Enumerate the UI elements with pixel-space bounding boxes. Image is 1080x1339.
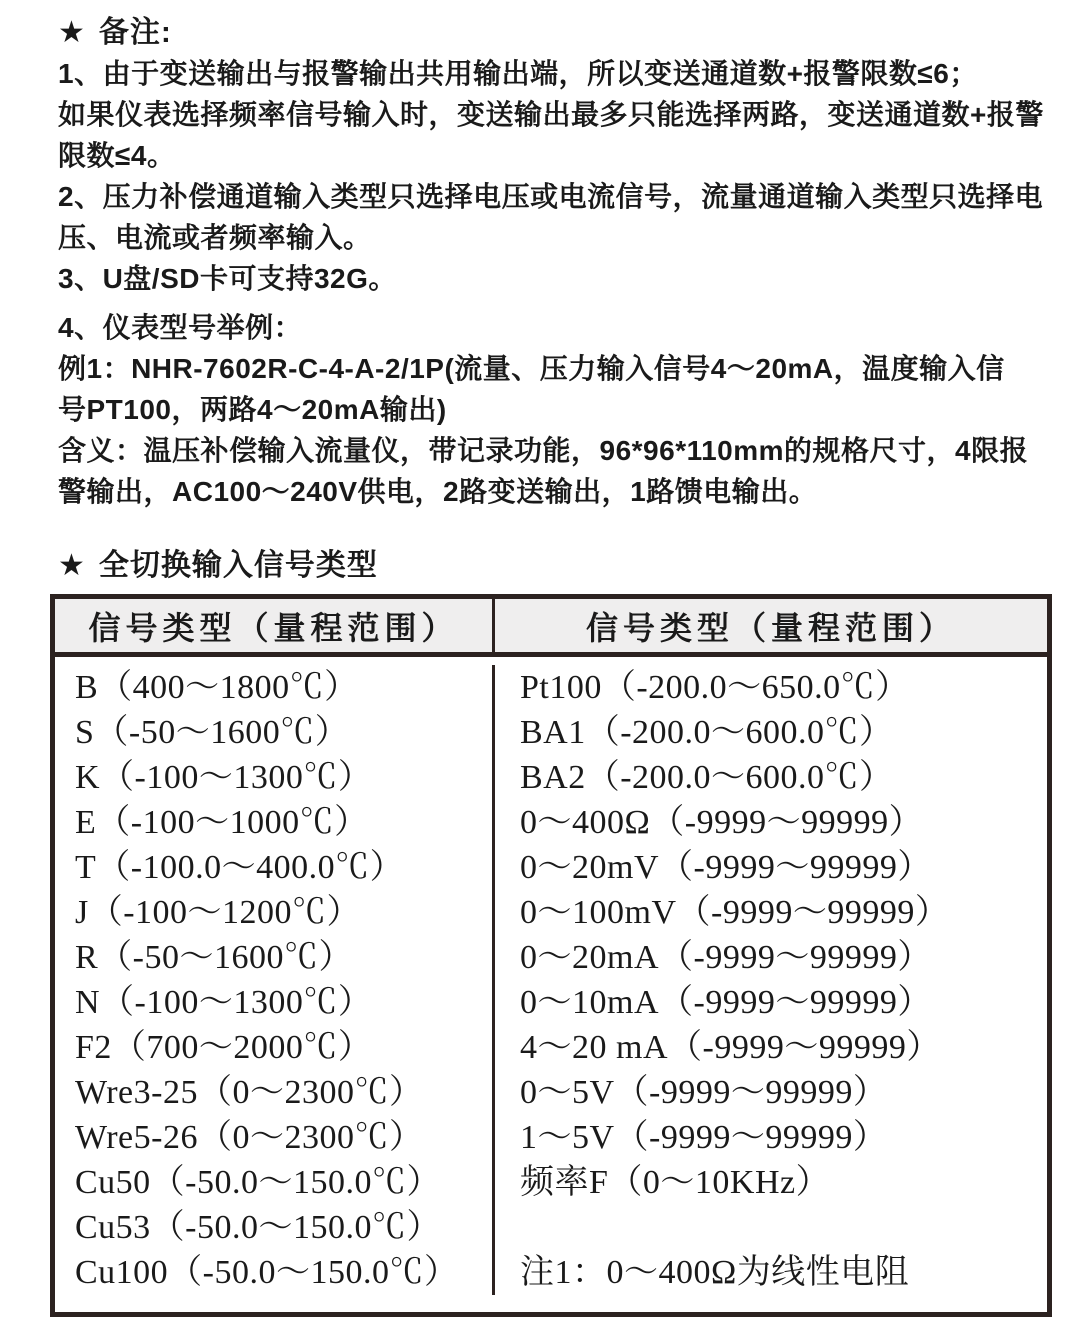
signal-entry: B（400～1800℃） — [75, 669, 359, 706]
signal-entry: Cu50（-50.0～150.0℃） — [75, 1164, 441, 1201]
signal-entry: Pt100（-200.0～650.0℃） — [520, 669, 910, 706]
remarks-section — [50, 12, 1052, 512]
signal-entry: 频率F（0～10KHz） — [520, 1164, 831, 1201]
remark-line: 限数≤4。 — [58, 140, 176, 171]
signal-entry: 0～20mV（-9999～99999） — [520, 849, 932, 886]
signal-entry: 0～20mA（-9999～99999） — [520, 939, 932, 976]
signal-entry: 4～20 mA（-9999～99999） — [520, 1029, 941, 1066]
signal-entry: K（-100～1300℃） — [75, 759, 373, 796]
signal-entry: 0～10mA（-9999～99999） — [520, 984, 932, 1021]
table-column-right — [495, 665, 1047, 1295]
table-header-row — [55, 599, 1047, 657]
remark-line: 2、压力补偿通道输入类型只选择电压或电流信号，流量通道输入类型只选择电 — [58, 181, 1044, 212]
signal-entry: BA1（-200.0～600.0℃） — [520, 714, 894, 751]
star-icon: ★ — [58, 549, 86, 582]
table-body — [55, 657, 1047, 1312]
signal-entry: T（-100.0～400.0℃） — [75, 849, 405, 886]
signal-entry: E（-100～1000℃） — [75, 804, 369, 841]
signal-entry: R（-50～1600℃） — [75, 939, 353, 976]
signal-entry: 0～100mV（-9999～99999） — [520, 894, 950, 931]
input-signal-heading — [58, 545, 1052, 586]
signal-entry: J（-100～1200℃） — [75, 894, 362, 931]
table-column-left — [55, 665, 495, 1295]
remark-line: 警输出，AC100～240V供电，2路变送输出，1路馈电输出。 — [58, 476, 818, 507]
remark-line: 3、U盘/SD卡可支持32G。 — [58, 263, 397, 294]
signal-entry: Cu100（-50.0～150.0℃） — [75, 1254, 459, 1291]
remark-line: 压、电流或者频率输入。 — [58, 222, 372, 253]
signal-entry: Wre3-25（0～2300℃） — [75, 1074, 424, 1111]
signal-entry: BA2（-200.0～600.0℃） — [520, 759, 894, 796]
signal-entry-blank — [520, 1205, 1047, 1250]
signal-entry: Cu53（-50.0～150.0℃） — [75, 1209, 441, 1246]
signal-entry: S（-50～1600℃） — [75, 714, 350, 751]
table-header-right: 信号类型（量程范围） — [585, 609, 956, 646]
remark-line: 含义：温压补偿输入流量仪，带记录功能，96*96*110mm的规格尺寸，4限报 — [58, 435, 1029, 466]
star-icon: ★ — [58, 16, 86, 49]
remark-line: 号PT100，两路4～20mA输出) — [58, 394, 447, 425]
signal-entry: 0～400Ω（-9999～99999） — [520, 804, 924, 841]
signal-entry: N（-100～1300℃） — [75, 984, 373, 1021]
input-signal-heading-text: 全切换输入信号类型 — [98, 549, 378, 582]
signal-entry: 1～5V（-9999～99999） — [520, 1119, 888, 1156]
remarks-heading-text: 备注: — [98, 16, 172, 49]
signal-entry: F2（700～2000℃） — [75, 1029, 373, 1066]
table-header-left: 信号类型（量程范围） — [55, 599, 495, 652]
signal-entry: 0～5V（-9999～99999） — [520, 1074, 888, 1111]
remark-line: 1、由于变送输出与报警输出共用输出端，所以变送通道数+报警限数≤6； — [58, 58, 978, 89]
remark-line: 如果仪表选择频率信号输入时，变送输出最多只能选择两路，变送通道数+报警 — [58, 99, 1044, 130]
remarks-heading — [58, 12, 1052, 53]
remark-line: 4、仪表型号举例： — [58, 312, 303, 343]
signal-entry: Wre5-26（0～2300℃） — [75, 1119, 424, 1156]
signal-type-table — [50, 594, 1052, 1317]
table-footnote: 注1：0～400Ω为线性电阻 — [520, 1254, 910, 1291]
remark-line: 例1：NHR-7602R-C-4-A-2/1P(流量、压力输入信号4～20mA，温度输入信 — [58, 353, 1005, 384]
